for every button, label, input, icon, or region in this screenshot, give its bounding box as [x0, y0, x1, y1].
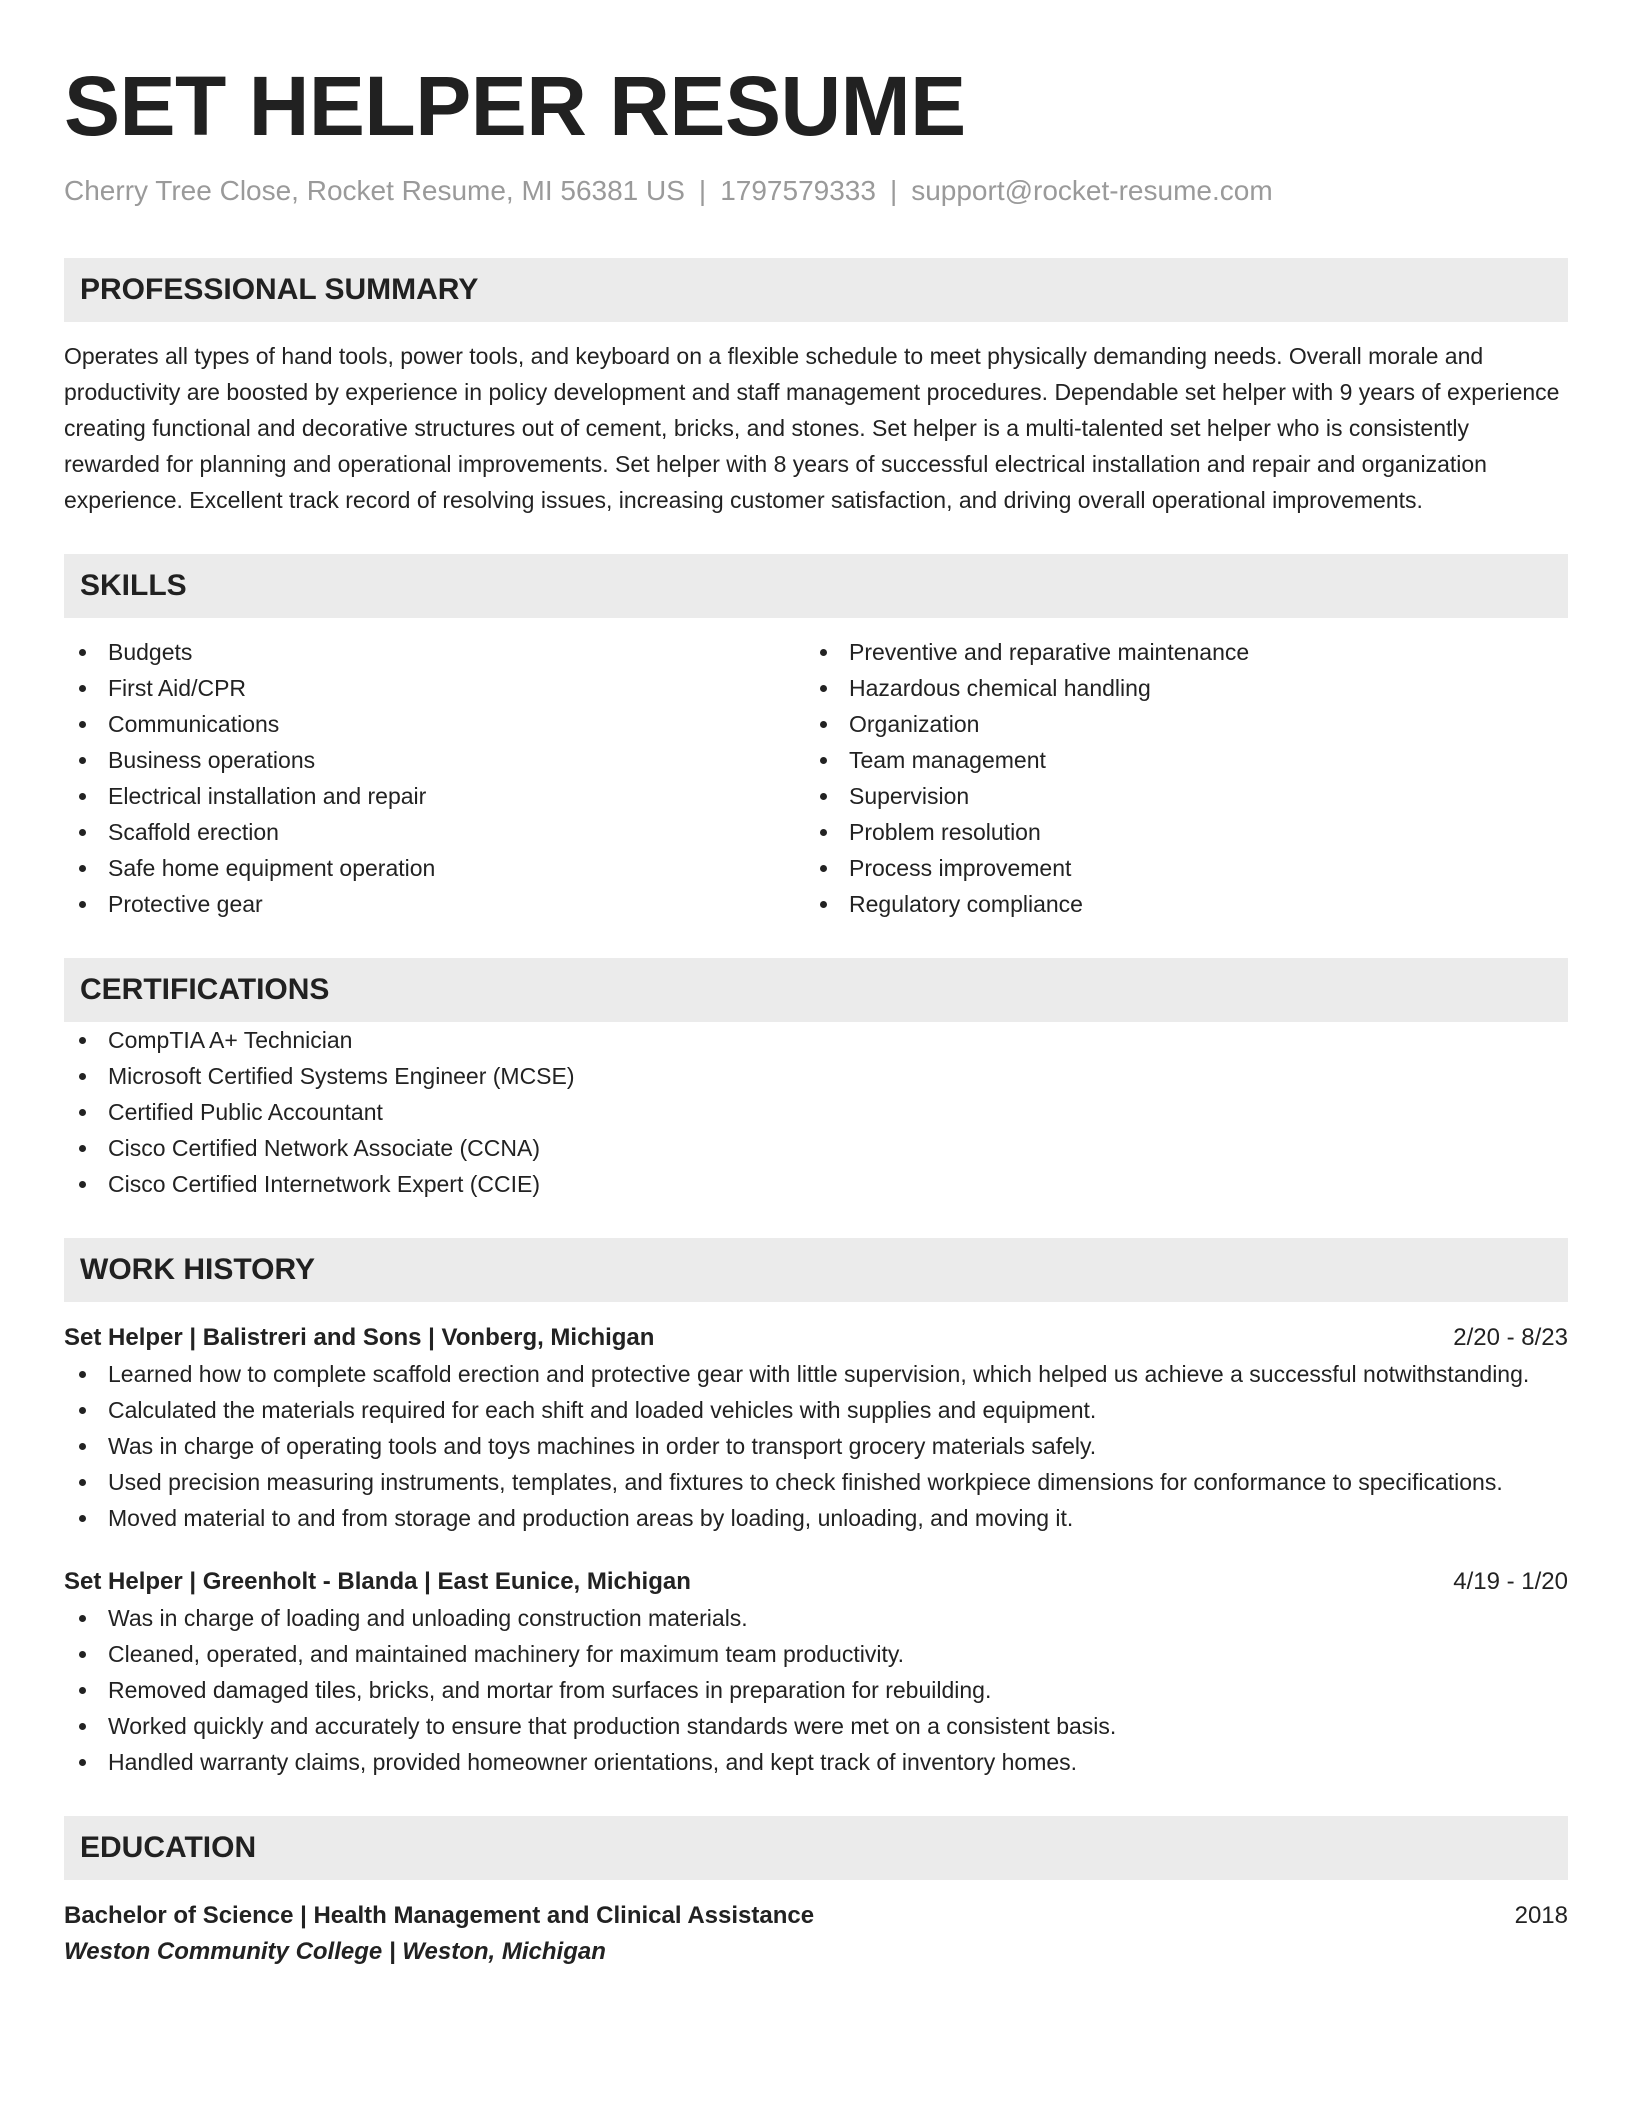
skill-item: Safe home equipment operation — [64, 850, 805, 886]
certification-item: Cisco Certified Internetwork Expert (CCIE) — [64, 1166, 1568, 1202]
job-dates: 2/20 - 8/23 — [1453, 1324, 1568, 1351]
skill-item: Regulatory compliance — [805, 886, 1546, 922]
education-year: 2018 — [1514, 1902, 1568, 1929]
section-heading-work-history: WORK HISTORY — [64, 1238, 1568, 1302]
contact-separator: | — [698, 175, 707, 206]
education-school: Weston Community College | Weston, Michigan — [64, 1938, 606, 1965]
job-bullet: Worked quickly and accurately to ensure that production standards were met on a consistent basis. — [64, 1708, 1568, 1744]
education-header — [64, 1898, 1568, 1934]
job-bullets — [64, 1356, 1568, 1536]
job-title: Set Helper | Balistreri and Sons | Vonberg, Michigan — [64, 1324, 655, 1351]
skills-column-left — [64, 634, 805, 922]
certifications-list — [64, 1022, 1568, 1202]
job-header — [64, 1564, 1568, 1600]
section-heading-certifications: CERTIFICATIONS — [64, 958, 1568, 1022]
job-bullet: Calculated the materials required for each shift and loaded vehicles with supplies and equipment. — [64, 1392, 1568, 1428]
section-heading-skills: SKILLS — [64, 554, 1568, 618]
skill-item: First Aid/CPR — [64, 670, 805, 706]
skill-item: Budgets — [64, 634, 805, 670]
contact-phone: 1797579333 — [720, 175, 876, 206]
job-bullets — [64, 1600, 1568, 1780]
resume-title: SET HELPER RESUME — [64, 59, 966, 153]
skill-item: Protective gear — [64, 886, 805, 922]
job-bullet: Was in charge of operating tools and toys machines in order to transport grocery materials safely. — [64, 1428, 1568, 1464]
skill-item: Scaffold erection — [64, 814, 805, 850]
certification-item: Cisco Certified Network Associate (CCNA) — [64, 1130, 1568, 1166]
certification-item: Microsoft Certified Systems Engineer (MCSE) — [64, 1058, 1568, 1094]
job-bullet: Removed damaged tiles, bricks, and mortar from surfaces in preparation for rebuilding. — [64, 1672, 1568, 1708]
job-dates: 4/19 - 1/20 — [1453, 1568, 1568, 1595]
section-heading-education: EDUCATION — [64, 1816, 1568, 1880]
job-entry — [64, 1320, 1568, 1536]
contact-separator: | — [889, 175, 898, 206]
job-entry — [64, 1564, 1568, 1780]
skills-list — [64, 634, 1568, 922]
job-bullet: Learned how to complete scaffold erection and protective gear with little supervision, which helped us achieve a successful notwithstanding. — [64, 1356, 1568, 1392]
skill-item: Preventive and reparative maintenance — [805, 634, 1546, 670]
certification-item: CompTIA A+ Technician — [64, 1022, 1568, 1058]
job-bullet: Cleaned, operated, and maintained machinery for maximum team productivity. — [64, 1636, 1568, 1672]
summary-text: Operates all types of hand tools, power tools, and keyboard on a flexible schedule to meet physically demanding needs. Overall morale and productivity are boosted by experience in policy development and staff management procedures. Dependable set helper with 9 years of experience creating functional and decorative structures out of cement, bricks, and stones. Set helper is a multi-talented set helper who is consistently rewarded for planning and operational improvements. Set helper with 8 years of successful electrical installation and repair and organization experience. Excellent track record of resolving issues, increasing customer satisfaction, and driving overall operational improvements. — [64, 343, 1560, 513]
contact-email: support@rocket-resume.com — [911, 175, 1273, 206]
skill-item: Process improvement — [805, 850, 1546, 886]
skill-item: Team management — [805, 742, 1546, 778]
job-bullet: Used precision measuring instruments, templates, and fixtures to check finished workpiece dimensions for conformance to specifications. — [64, 1464, 1568, 1500]
contact-line — [64, 174, 1568, 208]
job-bullet: Moved material to and from storage and production areas by loading, unloading, and moving it. — [64, 1500, 1568, 1536]
contact-address: Cherry Tree Close, Rocket Resume, MI 56381 US — [64, 175, 685, 206]
skill-item: Organization — [805, 706, 1546, 742]
certification-item: Certified Public Accountant — [64, 1094, 1568, 1130]
section-heading-summary: PROFESSIONAL SUMMARY — [64, 258, 1568, 322]
skills-column-right — [805, 634, 1546, 922]
skill-item: Supervision — [805, 778, 1546, 814]
job-header — [64, 1320, 1568, 1356]
skill-item: Business operations — [64, 742, 805, 778]
education-degree: Bachelor of Science | Health Management and Clinical Assistance — [64, 1902, 815, 1929]
skill-item: Electrical installation and repair — [64, 778, 805, 814]
skill-item: Hazardous chemical handling — [805, 670, 1546, 706]
skill-item: Communications — [64, 706, 805, 742]
job-bullet: Handled warranty claims, provided homeowner orientations, and kept track of inventory homes. — [64, 1744, 1568, 1780]
job-bullet: Was in charge of loading and unloading construction materials. — [64, 1600, 1568, 1636]
job-title: Set Helper | Greenholt - Blanda | East Eunice, Michigan — [64, 1568, 691, 1595]
skill-item: Problem resolution — [805, 814, 1546, 850]
